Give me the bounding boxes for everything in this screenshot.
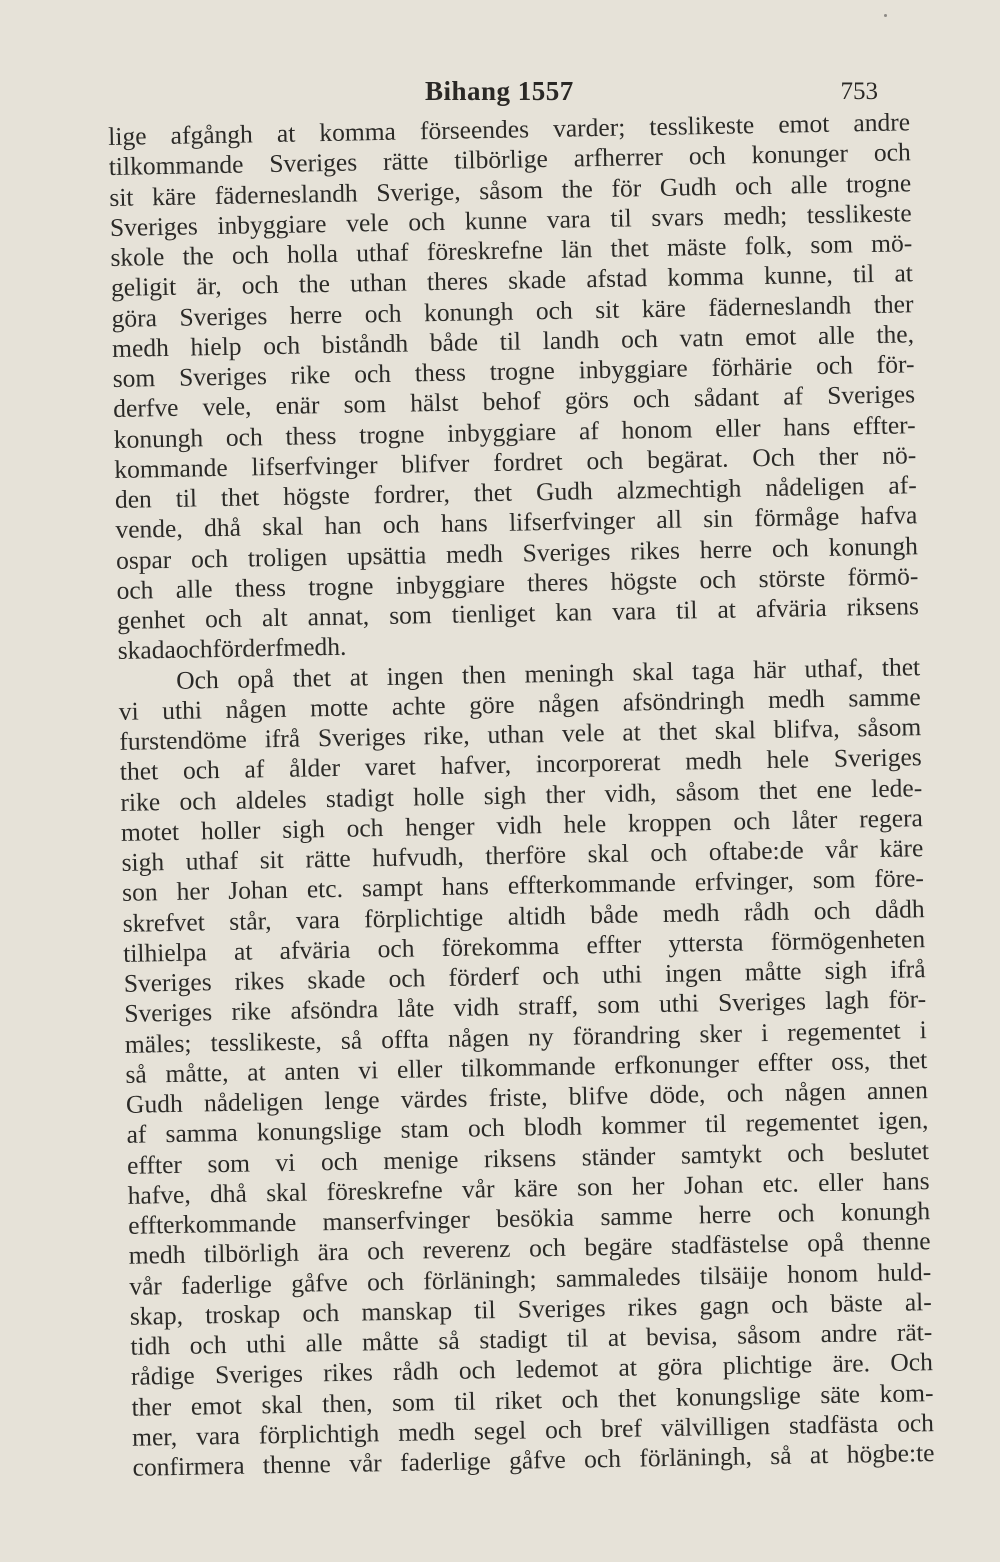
text-line: tidh och uthi alle måtte så stadigt til at bevisa, såsom andre rät-: [130, 1317, 933, 1361]
text-line: göra Sveriges herre och konungh och sit käre fäderneslandh ther: [111, 288, 914, 333]
text-line: och alle thess trogne inbyggiare theres högste och störste förmö-: [116, 560, 919, 605]
text-line: tilkommande Sveriges rätte tilbörlige arfherrer och konunger och: [108, 137, 911, 182]
page-number: 753: [840, 78, 878, 105]
text-line: skrefvet står, vara förplichtige altidh både medh rådh och dådh: [122, 893, 925, 938]
body-text: [108, 107, 935, 1483]
text-line: rike och aldeles stadigt holle sigh ther vidh, såsom thet ene lede-: [120, 772, 923, 817]
text-line: thet och af ålder varet hafver, incorporerat medh hele Sveriges: [119, 742, 922, 787]
header-title: Bihang 1557: [425, 76, 574, 106]
text-line: medh hielp och biståndh både til landh och vatn emot alle the,: [111, 319, 915, 363]
text-line: effter som vi och menige riksens ständer samtykt och beslutet: [126, 1135, 930, 1180]
text-line: kommande lifserfvinger blifver fordret och begärat. Och ther nö-: [114, 439, 917, 484]
text-line: mer, vara förplichtigh medh segel och bref välvilligen stadfästa och: [131, 1407, 935, 1452]
text-line: den til thet högste fordrer, thet Gudh alzmechtigh nådeligen af-: [114, 470, 917, 514]
text-line: vende, dhå skal han och hans lifserfvinger all sin förmåge hafva: [115, 500, 918, 545]
text-line: son her Johan etc. sampt hans effterkommande erfvinger, som före-: [121, 863, 925, 908]
text-line: ospar och troligen upsättia medh Sveriges rikes herre och konungh: [115, 530, 919, 575]
text-line: medh tilbörligh ära och reverenz och begäre stadfästelse opå thenne: [128, 1226, 931, 1271]
paper-speck: [884, 14, 887, 17]
text-line: så måtte, at anten vi eller tilkommande erfkonunger effter oss, thet: [125, 1044, 928, 1089]
text-line: Gudh nådeligen lenge värdes friste, blifve döde, och någen annen: [125, 1075, 929, 1119]
text-line: hafve, dhå skal föreskrefne vår käre son her Johan etc. eller hans: [127, 1165, 930, 1210]
text-line: som Sveriges rike och thess trogne inbyggiare förhärie och för-: [112, 349, 915, 393]
text-line: rådige Sveriges rikes rådh och ledemot at göra plichtige äre. Och: [130, 1347, 934, 1392]
text-line: sit käre fäderneslandh Sverige, såsom the för Gudh och alle trogne: [109, 167, 912, 212]
text-line: konungh och thess trogne inbyggiare af honom eller hans effter-: [113, 409, 916, 454]
text-line: vi uthi någen motte achte göre någen afsöndringh medh samme: [118, 681, 921, 726]
text-line: lige afgångh at komma förseendes varder; tesslikeste emot andre: [108, 107, 911, 151]
text-line: mäles; tesslikeste, så offta någen ny förandring sker i regementet i: [124, 1014, 927, 1059]
text-line: skap, troskap och manskap til Sveriges rikes gagn och bäste al-: [129, 1286, 932, 1331]
text-line: effterkommande manserfvinger besökia samme herre och konungh: [127, 1196, 931, 1240]
text-line: ther emot skal then, som til riket och thet konungslige säte kom-: [131, 1377, 934, 1422]
text-line: motet holler sigh och henger vidh hele kroppen och låter regera: [120, 802, 924, 847]
text-line: Sveriges inbyggiare vele och kunne vara til svars medh; tesslikeste: [109, 198, 912, 242]
text-line: confirmera thenne vår faderlige gåfve och förläningh, så at högbe:te: [132, 1438, 935, 1482]
text-line: derfve vele, enär som hälst behof görs och sådant af Sveriges: [112, 379, 916, 424]
text-line: Och opå thet at ingen then meningh skal taga här uthaf, thet: [175, 651, 921, 695]
text-line: geligit är, och the uthan theres skade afstad komma kunne, til at: [110, 258, 914, 303]
text-line: sigh uthaf sit rätte hufvudh, therföre skal och oftabe:de vår käre: [121, 833, 924, 877]
text-line: tilhielpa at afväria och förekomma effter yttersta förmögenheten: [122, 923, 926, 968]
text-line: vår faderlige gåfve och förläningh; sammaledes tilsäije honom huld-: [129, 1256, 932, 1301]
text-line: Sveriges rikes skade och förderf och uthi ingen måtte sigh ifrå: [123, 954, 926, 998]
text-line: furstendöme ifrå Sveriges rike, uthan vele at thet skal blifva, såsom: [119, 712, 922, 756]
text-line: genhet och alt annat, som tienliget kan vara til at afväria riksens: [116, 591, 920, 635]
text-line: af samma konungslige stam och blodh kommer til regementet igen,: [126, 1105, 929, 1150]
text-line: skada och förderf medh.: [117, 631, 347, 666]
text-line: skole the och holla uthaf föreskrefne län thet mäste folk, som mö-: [110, 228, 913, 272]
text-line: Sveriges rike afsöndra låte vidh straff, som uthi Sveriges lagh för-: [124, 984, 927, 1029]
